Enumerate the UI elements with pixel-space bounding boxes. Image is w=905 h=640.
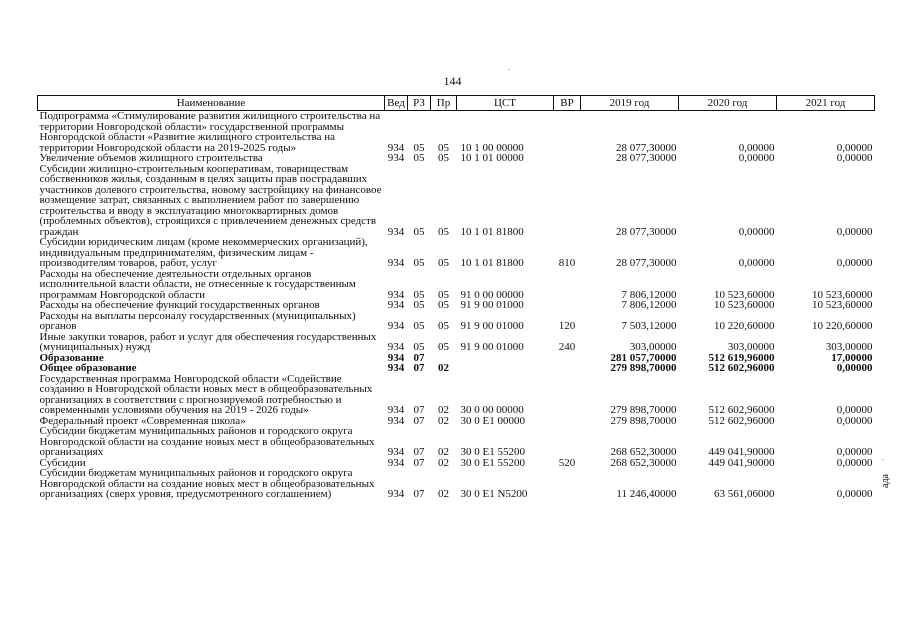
row-vr bbox=[554, 300, 581, 311]
row-value-2019: 268 652,30000 bbox=[610, 446, 677, 458]
page-number: 144 bbox=[443, 74, 462, 88]
column-header-2020: 2020 год bbox=[679, 96, 777, 111]
row-rz: 07 bbox=[413, 351, 425, 364]
row-rz: 05 bbox=[413, 141, 425, 154]
row-rz: 05 bbox=[413, 225, 425, 238]
row-name: Общее образование bbox=[39, 362, 137, 374]
row-value-2020: 0,00000 bbox=[738, 225, 775, 238]
row-name: Субсидии юридическим лицам (кроме некоммерческих организаций), индивидуальным предпринимателям, физическим лицам - производителям товаров, работ, услуг bbox=[39, 236, 368, 269]
row-vr: 240 bbox=[558, 341, 576, 353]
row-ved: 934 bbox=[387, 225, 405, 238]
table-row bbox=[38, 237, 875, 269]
row-ved: 934 bbox=[387, 404, 405, 416]
row-value-2019: 268 652,30000 bbox=[610, 456, 677, 469]
row-vr bbox=[554, 269, 581, 301]
table-row bbox=[38, 332, 875, 353]
row-ved: 934 bbox=[387, 257, 405, 269]
row-ved: 934 bbox=[387, 341, 405, 353]
row-vr bbox=[554, 363, 581, 374]
row-rz: 07 bbox=[413, 414, 425, 427]
row-vr bbox=[554, 353, 581, 364]
row-value-2020: 512 602,96000 bbox=[708, 414, 775, 427]
row-rz: 05 bbox=[413, 288, 425, 301]
table-row bbox=[38, 426, 875, 458]
row-value-2019: 7 806,12000 bbox=[621, 299, 677, 311]
table-row bbox=[38, 468, 875, 500]
row-pr: 02 bbox=[438, 404, 449, 416]
row-pr: 05 bbox=[438, 257, 449, 269]
row-ved: 934 bbox=[387, 299, 405, 311]
table-row bbox=[38, 111, 875, 154]
row-cst: 91 9 00 01000 bbox=[460, 341, 524, 353]
row-cst bbox=[457, 363, 554, 374]
row-value-2021: 10 220,60000 bbox=[812, 320, 873, 332]
row-vr: 520 bbox=[558, 456, 576, 469]
row-pr: 05 bbox=[438, 141, 449, 154]
row-name: Увеличение объемов жилищного строительства bbox=[39, 152, 263, 164]
row-pr: 05 bbox=[438, 288, 449, 301]
table-row bbox=[38, 153, 875, 164]
table-row bbox=[38, 374, 875, 416]
row-name: Расходы на обеспечение функций государственных органов bbox=[39, 299, 320, 311]
margin-mark: ада bbox=[879, 474, 891, 488]
row-cst: 30 0 E1 N5200 bbox=[460, 488, 528, 500]
row-cst: 91 0 00 00000 bbox=[460, 288, 524, 301]
row-cst bbox=[457, 353, 554, 364]
row-value-2019: 281 057,70000 bbox=[610, 351, 677, 364]
row-ved: 934 bbox=[387, 446, 405, 458]
row-pr: 02 bbox=[438, 414, 449, 427]
row-name: Государственная программа Новгородской области «Содействие созданию в Новгородской области новых мест в общеобразовательных организациях в соответствии с прогнозируемой потребностью и современными условиями обучения на 2019 - 2026 годы» bbox=[39, 372, 373, 416]
row-ved: 934 bbox=[387, 288, 405, 301]
row-value-2021: 0,00000 bbox=[836, 141, 873, 154]
row-value-2021: 0,00000 bbox=[836, 225, 873, 238]
row-vr bbox=[554, 416, 581, 427]
row-value-2019: 279 898,70000 bbox=[610, 362, 677, 374]
row-cst: 30 0 E1 55200 bbox=[460, 456, 525, 469]
row-value-2021: 10 523,60000 bbox=[812, 299, 873, 311]
row-value-2020: 0,00000 bbox=[738, 257, 775, 269]
column-header-pr: Пр bbox=[431, 96, 457, 111]
row-vr bbox=[554, 468, 581, 500]
row-rz: 07 bbox=[413, 446, 425, 458]
row-value-2021: 0,00000 bbox=[836, 362, 873, 374]
row-name: Субсидии жилищно-строительным кооперативам, товариществам собственников жилья, созданным в целях защиты прав пострадавших участников долевого строительства, новому застройщику на финансовое возмещение затрат, связанных с выполнением работ по завершению строительства и вводу в эксплуатацию многоквартирных домов (проблемных объектов), строящихся с привлечением денежных средств граждан bbox=[39, 162, 382, 238]
row-value-2021: 17,00000 bbox=[831, 351, 873, 364]
row-value-2020: 303,00000 bbox=[727, 341, 775, 353]
row-value-2020: 0,00000 bbox=[738, 152, 775, 164]
row-vr bbox=[554, 426, 581, 458]
row-ved: 934 bbox=[387, 414, 405, 427]
row-value-2021: 303,00000 bbox=[825, 341, 873, 353]
row-value-2019: 28 077,30000 bbox=[616, 141, 677, 154]
row-value-2021: 0,00000 bbox=[836, 456, 873, 469]
row-value-2019: 28 077,30000 bbox=[616, 152, 677, 164]
row-pr: 05 bbox=[438, 152, 449, 164]
column-header-rz: РЗ bbox=[408, 96, 431, 111]
row-ved: 934 bbox=[387, 488, 405, 500]
row-cst: 10 1 00 00000 bbox=[460, 141, 524, 154]
row-value-2019: 28 077,30000 bbox=[616, 225, 677, 238]
table-row bbox=[38, 363, 875, 374]
row-ved: 934 bbox=[387, 320, 405, 332]
row-value-2019: 279 898,70000 bbox=[610, 414, 677, 427]
row-value-2020: 0,00000 bbox=[738, 141, 775, 154]
row-cst: 30 0 E1 55200 bbox=[460, 446, 525, 458]
row-rz: 05 bbox=[413, 257, 425, 269]
row-value-2021: 0,00000 bbox=[836, 257, 873, 269]
row-ved: 934 bbox=[387, 141, 405, 154]
row-value-2020: 512 602,96000 bbox=[708, 362, 775, 374]
row-value-2020: 10 220,60000 bbox=[714, 320, 775, 332]
row-cst: 30 0 00 00000 bbox=[460, 404, 524, 416]
row-rz: 07 bbox=[413, 488, 425, 500]
row-value-2020: 63 561,06000 bbox=[714, 488, 775, 500]
row-value-2019: 11 246,40000 bbox=[616, 488, 677, 500]
row-name: Субсидии бюджетам муниципальных районов и городского округа Новгородской области на создание новых мест в общеобразовательных организациях bbox=[39, 425, 375, 458]
budget-table bbox=[37, 95, 875, 500]
column-header-ved: Вед bbox=[385, 96, 408, 111]
row-name: Подпрограмма «Стимулирование развития жилищного строительства на территории Новгородской области» государственной программы Новгородской области «Развитие жилищного строительства на территории Новгородской области на 2019-2025 годы» bbox=[39, 110, 381, 154]
row-rz: 07 bbox=[413, 362, 425, 374]
row-cst: 10 1 01 81800 bbox=[460, 225, 524, 238]
row-cst: 91 9 00 01000 bbox=[460, 299, 524, 311]
row-pr: 02 bbox=[438, 446, 449, 458]
row-value-2019: 279 898,70000 bbox=[610, 404, 677, 416]
row-pr: 02 bbox=[438, 362, 449, 374]
row-value-2020: 10 523,60000 bbox=[714, 299, 775, 311]
row-cst: 10 1 01 00000 bbox=[460, 152, 524, 164]
row-cst: 10 1 01 81800 bbox=[460, 257, 524, 269]
row-rz: 05 bbox=[413, 341, 425, 353]
row-vr: 120 bbox=[558, 320, 576, 332]
row-value-2019: 303,00000 bbox=[629, 341, 677, 353]
row-value-2021: 0,00000 bbox=[836, 414, 873, 427]
column-header-name: Наименование bbox=[38, 96, 385, 111]
row-value-2020: 10 523,60000 bbox=[714, 288, 775, 301]
row-pr: 05 bbox=[438, 225, 449, 238]
row-pr: 02 bbox=[438, 456, 449, 469]
row-value-2021: 0,00000 bbox=[836, 152, 873, 164]
row-value-2020: 512 602,96000 bbox=[708, 404, 775, 416]
row-value-2019: 28 077,30000 bbox=[616, 257, 677, 269]
row-rz: 07 bbox=[413, 404, 425, 416]
column-header-cst: ЦСТ bbox=[457, 96, 554, 111]
row-pr: 02 bbox=[438, 488, 449, 500]
row-rz: 05 bbox=[413, 152, 425, 164]
table-header bbox=[38, 96, 875, 111]
row-ved: 934 bbox=[387, 456, 405, 469]
row-vr bbox=[554, 153, 581, 164]
row-name: Субсидии бюджетам муниципальных районов и городского округа Новгородской области на создание новых мест в общеобразовательных организациях (сверх уровня, предусмотренного соглашением) bbox=[39, 467, 375, 500]
row-rz: 05 bbox=[413, 320, 425, 332]
row-value-2019: 7 503,12000 bbox=[621, 320, 677, 332]
row-rz: 05 bbox=[413, 299, 425, 311]
column-header-2019: 2019 год bbox=[581, 96, 679, 111]
row-value-2020: 512 619,96000 bbox=[708, 351, 775, 364]
column-header-vr: ВР bbox=[554, 96, 581, 111]
table-row bbox=[38, 300, 875, 311]
row-vr bbox=[554, 111, 581, 154]
row-value-2021: 0,00000 bbox=[836, 488, 873, 500]
row-ved: 934 bbox=[387, 152, 405, 164]
row-ved: 934 bbox=[387, 362, 405, 374]
row-pr: 05 bbox=[438, 299, 449, 311]
column-header-2021: 2021 год bbox=[777, 96, 875, 111]
row-name: Расходы на обеспечение деятельности отдельных органов исполнительной власти области, не отнесенные к государственным программам Новгородской области bbox=[39, 267, 356, 301]
row-value-2019: 7 806,12000 bbox=[621, 288, 677, 301]
row-vr bbox=[554, 374, 581, 416]
row-cst: 30 0 E1 00000 bbox=[460, 414, 525, 427]
row-value-2021: 10 523,60000 bbox=[812, 288, 873, 301]
row-vr: 810 bbox=[558, 257, 576, 269]
row-name: Субсидии bbox=[39, 456, 86, 469]
scan-speck: . bbox=[508, 63, 510, 72]
row-ved: 934 bbox=[387, 351, 405, 364]
row-value-2020: 449 041,90000 bbox=[708, 456, 775, 469]
table-row bbox=[38, 164, 875, 238]
row-name: Иные закупки товаров, работ и услуг для обеспечения государственных (муниципальных) нужд bbox=[39, 330, 377, 353]
table-body bbox=[38, 111, 875, 500]
row-pr: 05 bbox=[438, 320, 449, 332]
row-vr bbox=[554, 164, 581, 238]
row-pr: 05 bbox=[438, 341, 449, 353]
row-value-2020: 449 041,90000 bbox=[708, 446, 775, 458]
row-name: Образование bbox=[39, 351, 104, 364]
table-row bbox=[38, 311, 875, 332]
table-row bbox=[38, 269, 875, 301]
row-value-2021: 0,00000 bbox=[836, 404, 873, 416]
row-name: Расходы на выплаты персоналу государственных (муниципальных) органов bbox=[39, 309, 356, 332]
scan-speck: . bbox=[882, 453, 884, 462]
row-value-2021: 0,00000 bbox=[836, 446, 873, 458]
row-rz: 07 bbox=[413, 456, 425, 469]
row-name: Федеральный проект «Современная школа» bbox=[39, 414, 246, 427]
row-cst: 91 9 00 01000 bbox=[460, 320, 524, 332]
